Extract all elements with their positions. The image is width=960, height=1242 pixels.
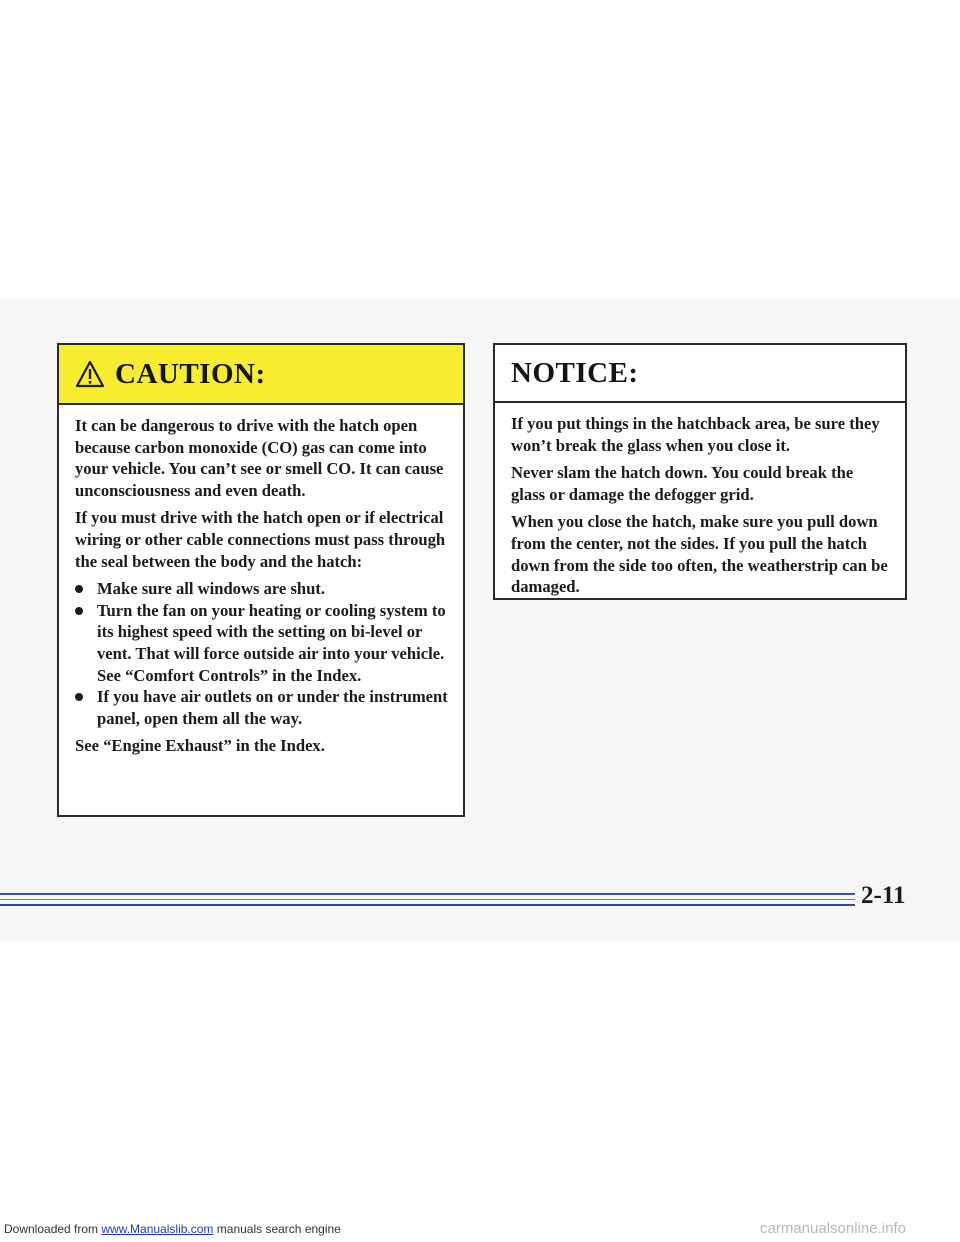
footer-prefix: Downloaded from	[4, 1222, 102, 1236]
caution-title: CAUTION:	[115, 357, 266, 390]
caution-body	[59, 405, 463, 757]
footer-suffix: manuals search engine	[213, 1222, 341, 1236]
notice-paragraph: If you put things in the hatchback area, be sure they won’t break the glass when you close it.	[511, 414, 880, 455]
bullet-icon	[75, 693, 83, 701]
caution-paragraph: It can be dangerous to drive with the hatch open because carbon monoxide (CO) gas can come into your vehicle. You can’t see or smell CO. It can cause unconsciousness and even death.	[75, 416, 444, 500]
notice-paragraph: When you close the hatch, make sure you pull down from the center, not the sides. If you pull the hatch down from the side too often, the weatherstrip can be damaged.	[511, 512, 888, 597]
notice-box	[493, 343, 907, 600]
warning-triangle-icon	[75, 360, 105, 388]
caution-header	[59, 345, 463, 405]
footer-rule	[0, 899, 855, 900]
caution-box	[57, 343, 465, 817]
caution-bullet-list	[75, 578, 449, 729]
notice-paragraph: Never slam the hatch down. You could break the glass or damage the defogger grid.	[511, 463, 854, 504]
download-footer	[4, 1222, 341, 1236]
notice-header	[495, 345, 905, 403]
page-number: 2-11	[861, 882, 906, 909]
caution-closing: See “Engine Exhaust” in the Index.	[75, 736, 325, 756]
notice-body	[495, 403, 905, 598]
caution-paragraph: If you must drive with the hatch open or if electrical wiring or other cable connections must pass through the seal between the body and the hatch:	[75, 508, 446, 571]
caution-bullet-item: Make sure all windows are shut.	[75, 578, 449, 600]
notice-title: NOTICE:	[511, 356, 639, 389]
caution-bullet-item: If you have air outlets on or under the instrument panel, open them all the way.	[75, 686, 449, 729]
footer-rule	[0, 904, 855, 906]
bullet-icon	[75, 607, 83, 615]
caution-bullet-item: Turn the fan on your heating or cooling system to its highest speed with the setting on bi-level or vent. That will force outside air into your vehicle. See “Comfort Controls” in the Index.	[75, 600, 449, 686]
bullet-icon	[75, 585, 83, 593]
watermark: carmanualsonline.info	[760, 1220, 906, 1237]
manualslib-link[interactable]: www.Manualslib.com	[101, 1222, 214, 1236]
footer-rule	[0, 893, 855, 895]
